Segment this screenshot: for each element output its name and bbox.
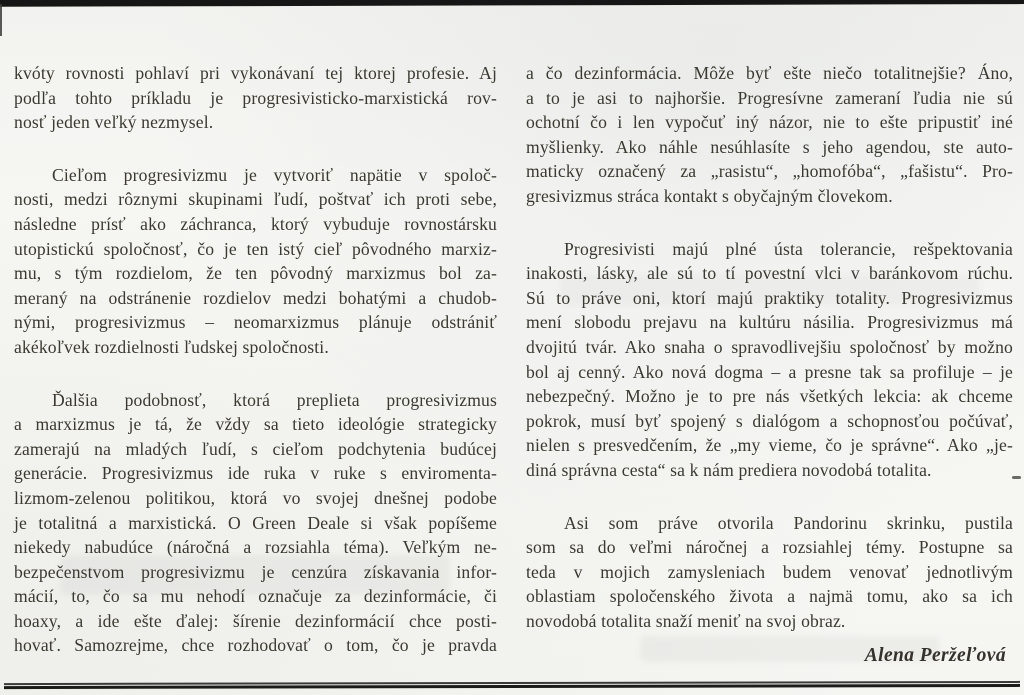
text-line: Ďalšia podobnosť, ktorá preplieta progresivizmus: [52, 389, 497, 410]
text-line: Sú to práve oni, ktorí majú praktiky totality. Progresivizmus: [526, 287, 1013, 308]
paragraph: [14, 163, 497, 360]
text-line: lizmom-zelenou politikou, ktorá vo svojej dnešnej podobe: [14, 487, 497, 508]
text-line: hovať. Samozrejme, chce rozhodovať o tom, čo je pravda: [14, 635, 497, 656]
text-line: inakosti, lásky, ale sú to tí povestní vlci v baránkovom rúchu.: [526, 263, 1013, 284]
text-line: generácie. Progresivizmus ide ruka v ruke s enviromenta-: [14, 463, 497, 484]
text-line: Cieľom progresivizmu je vytvoriť napätie v spoloč-: [52, 164, 497, 185]
text-line: nielen s presvedčením, že „my vieme, čo je správne“. Ako „je-: [526, 435, 1013, 456]
text-line: je totalitná a marxistická. O Green Deale si však popíšeme: [14, 512, 497, 533]
text-line: nosti, medzi rôznymi skupinami ľudí, poštvať ich proti sebe,: [14, 189, 497, 210]
text-line: oblastiam spoločenského života a najmä tomu, ako sa ich: [526, 586, 1013, 607]
scan-top-edge: [0, 0, 1024, 9]
text-line: mu, s tým rozdielom, že ten pôvodný marxizmus bol za-: [14, 263, 497, 284]
paragraph: [14, 61, 497, 135]
text-line: mení slobodu prejavu na kultúru násilia. Progresivizmus má: [526, 312, 1013, 333]
text-line: a čo dezinformácia. Môže byť ešte niečo totalitnejšie? Áno,: [526, 63, 1013, 83]
text-line: teda v mojich zamysleniach budem venovať jednotlivým: [526, 561, 1013, 582]
text-line: diná správna cesta“ sa k nám prediera novodobá totalita.: [526, 459, 932, 480]
text-line: a to je asi to najhoršie. Progresívne zameraní ľudia nie sú: [526, 87, 1013, 108]
left-text-column: [14, 61, 497, 686]
paragraph: [14, 388, 497, 659]
text-line: ochotní čo i len vypočuť iný názor, nie to ešte pripustiť iné: [526, 112, 1013, 133]
text-line: nosť jeden veľký nezmysel.: [14, 112, 214, 133]
text-line: utopistickú spoločnosť, čo je ten istý cieľ pôvodného marxiz-: [14, 238, 497, 259]
bottom-rule: [4, 681, 1020, 689]
text-line: meraný na odstránenie rozdielov medzi bohatými a chudob-: [14, 287, 497, 308]
text-line: hoaxy, a ide ešte ďalej: šírenie dezinformácií chce posti-: [14, 610, 497, 631]
paragraph: [526, 511, 1013, 634]
text-line: myšlienky. Ako náhle nesúhlasíte s jeho agendou, ste auto-: [526, 136, 1013, 157]
scan-left-edge-artifact: [0, 4, 2, 36]
text-line: pokrok, musí byť spojený s dialógom a schopnosťou počúvať,: [526, 410, 1013, 431]
text-line: akékoľvek rozdielnosti ľudskej spoločnosti.: [14, 336, 329, 357]
text-line: nebezpečný. Možno je to pre nás všetkých lekcia: ak chceme: [526, 386, 1013, 407]
text-line: bol aj cenný. Ako nová dogma – a presne tak sa profiluje – je: [526, 361, 1013, 382]
text-line: dvojitú tvár. Ako snaha o spravodlivejšiu spoločnosť by možno: [526, 336, 1013, 357]
text-line: niekedy nabudúce (náročná a rozsiahla téma). Veľkým ne-: [14, 537, 497, 558]
text-line: a marxizmus je tá, že vždy sa tieto ideológie strategicky: [14, 414, 497, 435]
text-line: mácií, to, čo sa mu nehodí označuje za dezinformácie, či: [14, 586, 497, 607]
paragraph: [526, 237, 1013, 483]
text-line: Asi som práve otvorila Pandorinu skrinku, pustila: [564, 512, 1013, 533]
text-line: Progresivisti majú plné ústa tolerancie, rešpektovania: [564, 238, 1013, 259]
text-line: následne prísť ako záchranca, ktorý vybuduje rovnostársku: [14, 213, 497, 234]
text-line: kvóty rovnosti pohlaví pri vykonávaní tej ktorej profesie. Aj: [14, 63, 497, 83]
text-line: maticky označený za „rasistu“, „homofóba“, „fašistu“. Pro-: [526, 161, 1013, 182]
text-line: podľa tohto príkladu je progresivisticko-marxistická rov-: [14, 87, 497, 108]
text-line: som sa do veľmi náročnej a rozsiahlej témy. Postupne sa: [526, 537, 1013, 558]
text-line: bezpečenstvom progresivizmu je cenzúra získavania infor-: [14, 561, 497, 582]
text-line: zamerajú na mladých ľudí, s cieľom podchytenia budúcej: [14, 438, 497, 459]
text-line: nými, progresivizmus – neomarxizmus plánuje odstrániť: [14, 312, 497, 333]
text-line: gresivizmus stráca kontakt s obyčajným človekom.: [526, 185, 893, 206]
text-line: novodobá totalita snaží meniť na svoj obraz.: [526, 610, 846, 631]
right-text-column: [526, 61, 1013, 661]
author-signature: Alena Peržeľová: [864, 645, 1006, 666]
scan-speck-artifact: [1012, 476, 1021, 479]
paragraph: [526, 61, 1013, 209]
